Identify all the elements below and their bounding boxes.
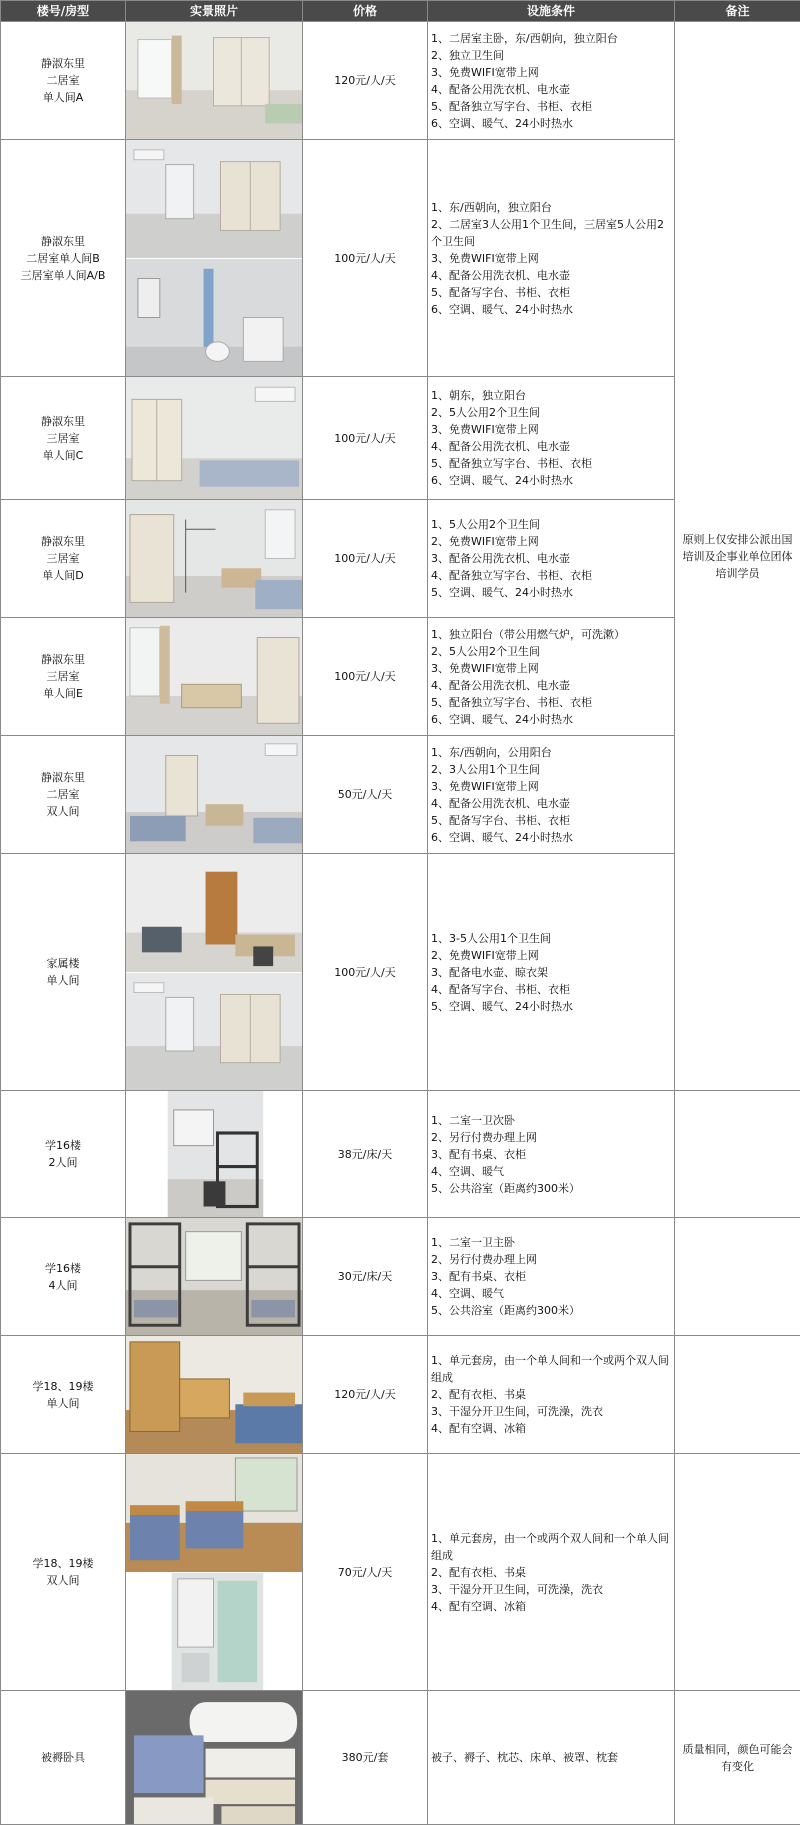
- facilities-cell: [428, 140, 675, 377]
- price-cell: 100元/人/天: [303, 140, 428, 377]
- facility-item: 3、免费WIFI宽带上网: [431, 778, 671, 795]
- facilities-cell: [428, 22, 675, 140]
- price-cell: 38元/床/天: [303, 1091, 428, 1218]
- facility-item: 4、配备独立写字台、书柜、衣柜: [431, 567, 671, 584]
- facilities-cell: [428, 1691, 675, 1825]
- header-facilities: 设施条件: [428, 1, 675, 22]
- note-cell: 原则上仅安排公派出国培训及企事业单位团体培训学员: [675, 22, 800, 1091]
- photo-cell: [126, 736, 303, 854]
- room-type-line: 三居室: [5, 430, 121, 447]
- room-photo: [126, 1691, 302, 1824]
- facility-item: 2、免费WIFI宽带上网: [431, 533, 671, 550]
- facility-item: 6、空调、暖气、24小时热水: [431, 472, 671, 489]
- price-cell: 70元/人/天: [303, 1454, 428, 1691]
- facility-item: 2、另行付费办理上网: [431, 1129, 671, 1146]
- room-photo: [126, 618, 302, 735]
- room-type-cell: [1, 500, 126, 618]
- header-room: 楼号/房型: [1, 1, 126, 22]
- facilities-cell: [428, 854, 675, 1091]
- room-photo: [126, 500, 302, 617]
- facilities-cell: [428, 618, 675, 736]
- facility-item: 5、配备独立写字台、书柜、衣柜: [431, 694, 671, 711]
- header-row: [1, 1, 800, 22]
- note-cell-empty: [675, 1454, 800, 1691]
- facility-item: 1、二居室主卧，东/西朝向，独立阳台: [431, 30, 671, 47]
- facility-item: 4、配备公用洗衣机、电水壶: [431, 267, 671, 284]
- room-type-line: 学16楼: [5, 1260, 121, 1277]
- table-row: [1, 1218, 800, 1336]
- facility-item: 5、公共浴室（距离约300米）: [431, 1180, 671, 1197]
- room-type-line: 单人间A: [5, 89, 121, 106]
- photo-cell: [126, 1218, 303, 1336]
- facility-item: 3、干湿分开卫生间，可洗澡，洗衣: [431, 1581, 671, 1598]
- room-type-cell: [1, 22, 126, 140]
- room-photo: [126, 259, 302, 376]
- facility-item: 2、二居室3人公用1个卫生间，三居室5人公用2个卫生间: [431, 216, 671, 250]
- photo-cell: [126, 22, 303, 140]
- facility-item: 1、单元套房，由一个单人间和一个或两个双人间组成: [431, 1352, 671, 1386]
- note-cell: 质量相同，颜色可能会有变化: [675, 1691, 800, 1825]
- facility-item: 4、空调、暖气: [431, 1163, 671, 1180]
- room-photo: [126, 736, 302, 853]
- price-cell: 30元/床/天: [303, 1218, 428, 1336]
- room-type-line: 单人间C: [5, 447, 121, 464]
- facility-item: 5、空调、暖气、24小时热水: [431, 584, 671, 601]
- photo-cell: [126, 500, 303, 618]
- price-cell: 50元/人/天: [303, 736, 428, 854]
- header-price: 价格: [303, 1, 428, 22]
- facility-item: 2、5人公用2个卫生间: [431, 404, 671, 421]
- room-type-line: 被褥卧具: [5, 1749, 121, 1766]
- facility-item: 6、空调、暖气、24小时热水: [431, 115, 671, 132]
- facility-item: 4、配有空调、冰箱: [431, 1598, 671, 1615]
- facility-item: 2、另行付费办理上网: [431, 1251, 671, 1268]
- facility-item: 1、独立阳台（带公用燃气炉，可洗漱）: [431, 626, 671, 643]
- room-type-cell: [1, 377, 126, 500]
- facilities-cell: [428, 500, 675, 618]
- facility-item: 5、配备写字台、书柜、衣柜: [431, 812, 671, 829]
- room-type-line: 家属楼: [5, 955, 121, 972]
- facility-item: 2、独立卫生间: [431, 47, 671, 64]
- facility-item: 3、配有书桌、衣柜: [431, 1268, 671, 1285]
- facility-item: 1、3-5人公用1个卫生间: [431, 930, 671, 947]
- facility-item: 1、东/西朝向，公用阳台: [431, 744, 671, 761]
- facilities-cell: [428, 736, 675, 854]
- room-type-cell: [1, 140, 126, 377]
- facilities-cell: [428, 1336, 675, 1454]
- room-type-line: 4人间: [5, 1277, 121, 1294]
- room-type-line: 静淑东里: [5, 533, 121, 550]
- table-row: [1, 1336, 800, 1454]
- room-photo: [126, 1454, 302, 1573]
- room-type-line: 双人间: [5, 1572, 121, 1589]
- facility-item: 1、单元套房，由一个或两个双人间和一个单人间组成: [431, 1530, 671, 1564]
- room-type-line: 三居室: [5, 550, 121, 567]
- room-type-line: 二居室: [5, 786, 121, 803]
- price-cell: 380元/套: [303, 1691, 428, 1825]
- table-row: [1, 22, 800, 140]
- price-cell: 100元/人/天: [303, 854, 428, 1091]
- room-type-cell: [1, 1691, 126, 1825]
- room-type-line: 单人间: [5, 1395, 121, 1412]
- facility-item: 3、配备公用洗衣机、电水壶: [431, 550, 671, 567]
- facility-item: 6、空调、暖气、24小时热水: [431, 301, 671, 318]
- facilities-cell: [428, 1091, 675, 1218]
- room-photo: [126, 22, 302, 139]
- room-type-line: 双人间: [5, 803, 121, 820]
- facility-item: 3、干湿分开卫生间，可洗澡，洗衣: [431, 1403, 671, 1420]
- facility-item: 2、免费WIFI宽带上网: [431, 947, 671, 964]
- room-type-cell: [1, 1218, 126, 1336]
- room-type-cell: [1, 1454, 126, 1691]
- room-photo: [126, 1218, 302, 1335]
- price-cell: 120元/人/天: [303, 1336, 428, 1454]
- room-type-line: 静淑东里: [5, 769, 121, 786]
- facility-item: 2、3人公用1个卫生间: [431, 761, 671, 778]
- room-type-line: 单人间: [5, 972, 121, 989]
- facility-item: 2、配有衣柜、书桌: [431, 1386, 671, 1403]
- header-note: 备注: [675, 1, 800, 22]
- room-type-line: 三居室单人间A/B: [5, 267, 121, 284]
- facility-item: 5、配备独立写字台、书柜、衣柜: [431, 455, 671, 472]
- room-photo: [126, 1573, 302, 1690]
- room-type-line: 学18、19楼: [5, 1555, 121, 1572]
- price-cell: 120元/人/天: [303, 22, 428, 140]
- facility-item: 1、二室一卫主卧: [431, 1234, 671, 1251]
- photo-cell: [126, 618, 303, 736]
- room-type-line: 单人间D: [5, 567, 121, 584]
- room-type-line: 静淑东里: [5, 651, 121, 668]
- room-type-cell: [1, 854, 126, 1091]
- facility-item: 4、配备公用洗衣机、电水壶: [431, 795, 671, 812]
- facility-item: 4、配备公用洗衣机、电水壶: [431, 677, 671, 694]
- facility-item: 5、空调、暖气、24小时热水: [431, 998, 671, 1015]
- room-type-cell: [1, 618, 126, 736]
- facility-item: 6、空调、暖气、24小时热水: [431, 711, 671, 728]
- room-photo: [126, 1336, 302, 1453]
- photo-cell: [126, 1691, 303, 1825]
- facilities-cell: [428, 1454, 675, 1691]
- facility-item: 1、朝东，独立阳台: [431, 387, 671, 404]
- room-type-line: 学18、19楼: [5, 1378, 121, 1395]
- note-cell-empty: [675, 1336, 800, 1454]
- facility-item: 3、免费WIFI宽带上网: [431, 64, 671, 81]
- facility-item: 3、配备电水壶、晾衣架: [431, 964, 671, 981]
- photo-cell: [126, 1091, 303, 1218]
- room-type-line: 单人间E: [5, 685, 121, 702]
- facility-item: 1、二室一卫次卧: [431, 1112, 671, 1129]
- room-photo: [126, 973, 302, 1090]
- facility-item: 3、免费WIFI宽带上网: [431, 660, 671, 677]
- facility-item: 4、配备写字台、书柜、衣柜: [431, 981, 671, 998]
- room-type-line: 二居室: [5, 72, 121, 89]
- facility-item: 1、东/西朝向，独立阳台: [431, 199, 671, 216]
- facility-item: 3、免费WIFI宽带上网: [431, 250, 671, 267]
- facility-item: 3、免费WIFI宽带上网: [431, 421, 671, 438]
- room-photo: [126, 140, 302, 259]
- facility-item: 6、空调、暖气、24小时热水: [431, 829, 671, 846]
- facility-item: 4、空调、暖气: [431, 1285, 671, 1302]
- facility-item: 5、配备独立写字台、书柜、衣柜: [431, 98, 671, 115]
- room-type-line: 学16楼: [5, 1137, 121, 1154]
- room-type-line: 二居室单人间B: [5, 250, 121, 267]
- facility-item: 2、5人公用2个卫生间: [431, 643, 671, 660]
- photo-cell: [126, 140, 303, 377]
- facility-item: 4、配备公用洗衣机、电水壶: [431, 438, 671, 455]
- facilities-cell: [428, 1218, 675, 1336]
- facilities-cell: [428, 377, 675, 500]
- room-type-line: 2人间: [5, 1154, 121, 1171]
- room-type-line: 静淑东里: [5, 55, 121, 72]
- room-type-cell: [1, 1091, 126, 1218]
- price-cell: 100元/人/天: [303, 377, 428, 500]
- facility-item: 1、5人公用2个卫生间: [431, 516, 671, 533]
- photo-cell: [126, 1454, 303, 1691]
- facility-item: 5、配备写字台、书柜、衣柜: [431, 284, 671, 301]
- facility-item: 3、配有书桌、衣柜: [431, 1146, 671, 1163]
- room-type-line: 三居室: [5, 668, 121, 685]
- price-cell: 100元/人/天: [303, 500, 428, 618]
- note-cell-empty: [675, 1091, 800, 1218]
- room-type-cell: [1, 1336, 126, 1454]
- room-type-cell: [1, 736, 126, 854]
- facility-item: 4、配有空调、冰箱: [431, 1420, 671, 1437]
- table-row: [1, 1691, 800, 1825]
- table-row: [1, 1454, 800, 1691]
- room-type-line: 静淑东里: [5, 233, 121, 250]
- note-cell-empty: [675, 1218, 800, 1336]
- facility-item: 4、配备公用洗衣机、电水壶: [431, 81, 671, 98]
- room-photo: [126, 1091, 302, 1217]
- facility-item: 被子、褥子、枕芯、床单、被罩、枕套: [431, 1749, 671, 1766]
- facility-item: 2、配有衣柜、书桌: [431, 1564, 671, 1581]
- room-type-line: 静淑东里: [5, 413, 121, 430]
- price-cell: 100元/人/天: [303, 618, 428, 736]
- room-photo: [126, 377, 302, 499]
- photo-cell: [126, 377, 303, 500]
- photo-cell: [126, 1336, 303, 1454]
- facility-item: 5、公共浴室（距离约300米）: [431, 1302, 671, 1319]
- header-photo: 实景照片: [126, 1, 303, 22]
- table-row: [1, 1091, 800, 1218]
- photo-cell: [126, 854, 303, 1091]
- room-photo: [126, 854, 302, 973]
